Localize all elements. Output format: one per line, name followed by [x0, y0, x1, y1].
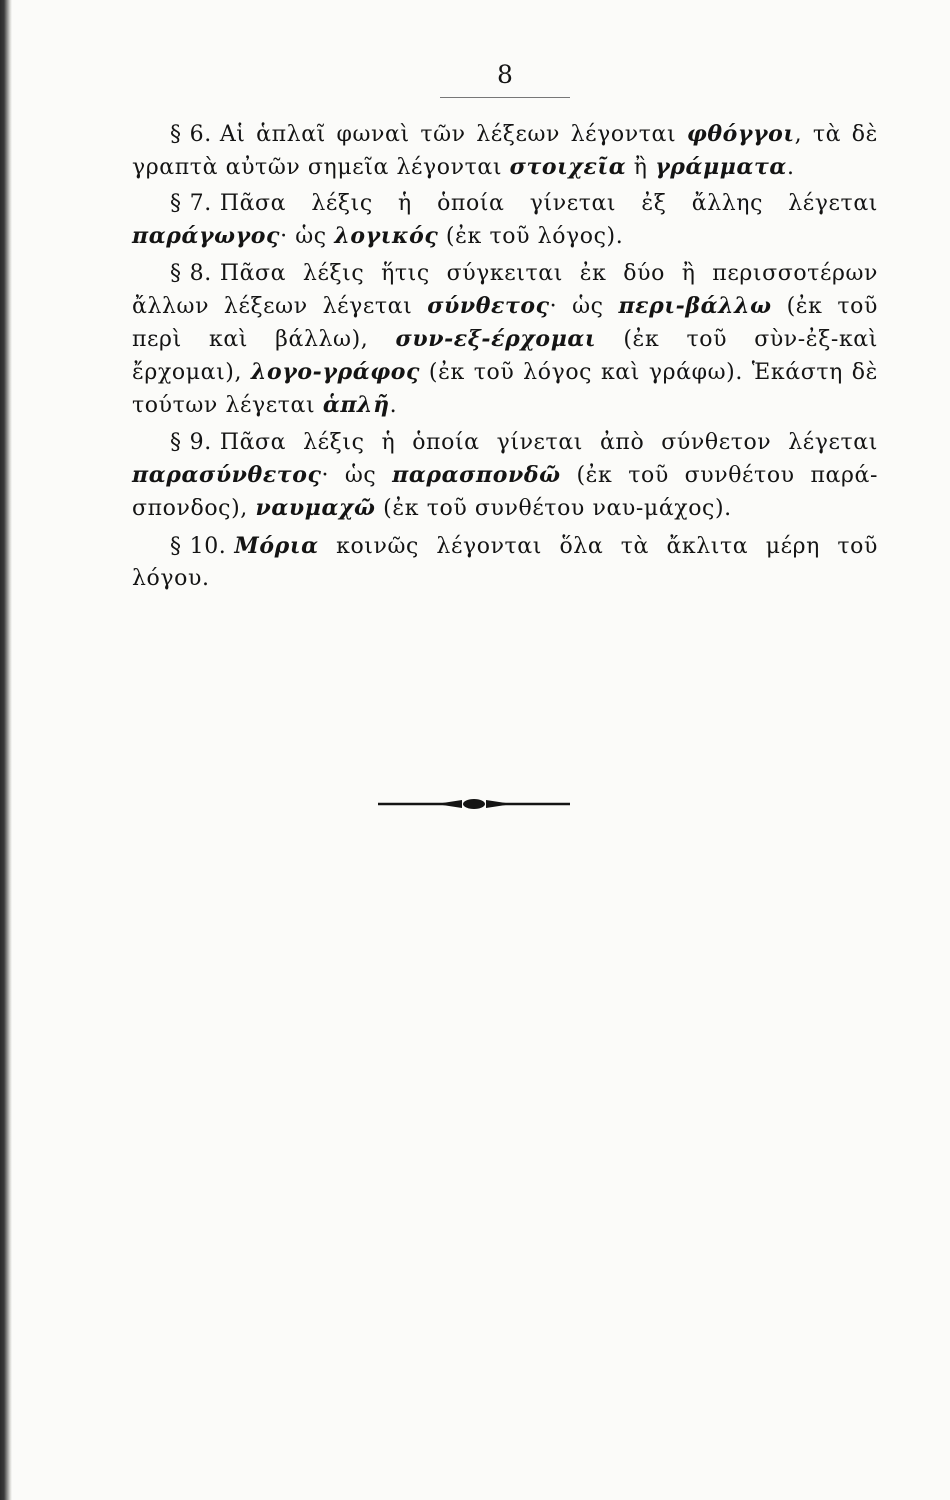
- end-ornament: [376, 797, 572, 811]
- page-binding-edge: [0, 0, 12, 1500]
- page-number-rule: [440, 97, 570, 98]
- section-number: 10.: [189, 534, 227, 559]
- paragraph-text: .: [786, 155, 795, 180]
- paragraph-text: κοινῶς λέγονται ὅλα τὰ ἄκλιτα μέρη τοῦ λόγου.: [132, 534, 878, 591]
- paragraph-text: Πᾶσα λέξις ἡ ὁποία γίνεται ἀπὸ σύνθετον λέγεται: [219, 430, 878, 455]
- section-number: 8.: [189, 261, 212, 286]
- term-naumacho: ναυμαχῶ: [255, 495, 376, 521]
- term-paragogos: παράγωγος: [132, 223, 281, 249]
- paragraph-10: [132, 530, 878, 595]
- paragraph-text: Πᾶσα λέξις ἡ ὁποία γίνεται ἐξ ἄλλης λέγεται: [219, 191, 878, 216]
- paragraph-text: (ἐκ τοῦ λόγος καὶ γράφω). Ἑκάστη δὲ τούτων λέγεται: [132, 360, 878, 418]
- paragraph-7: [132, 188, 878, 253]
- term-grammata: γράμματα: [655, 154, 787, 180]
- term-logikos: λογικός: [334, 223, 439, 249]
- term-syn-ex-erchomai: συν-εξ-έρχομαι: [395, 326, 597, 352]
- term-parasynthetos: παρασύνθετος: [132, 462, 322, 488]
- section-number: 6.: [189, 122, 212, 147]
- section-mark: §: [170, 534, 182, 559]
- term-stoicheia: στοιχεῖα: [509, 154, 627, 180]
- paragraph-text: (ἐκ τοῦ συνθέτου ναυ-μάχος).: [375, 496, 732, 521]
- paragraph-text: · ὡς: [321, 463, 393, 488]
- section-mark: §: [170, 430, 182, 455]
- term-synthetos: σύνθετος: [427, 293, 550, 319]
- paragraph-text: · ὡς: [549, 294, 619, 319]
- section-mark: §: [170, 261, 182, 286]
- term-paraspondo: παρασπονδῶ: [392, 462, 561, 488]
- paragraph-text: , τὰ δὲ γραπτὰ αὐτῶν σημεῖα λέγονται: [132, 122, 878, 180]
- body-text: [132, 118, 878, 600]
- paragraph-text: Αἱ ἁπλαῖ φωναὶ τῶν λέξεων λέγονται: [219, 122, 687, 147]
- paragraph-text: .: [389, 393, 398, 418]
- section-mark: §: [170, 191, 182, 216]
- paragraph-6: [132, 118, 878, 184]
- paragraph-text: (ἐκ τοῦ λόγος).: [438, 224, 624, 249]
- paragraph-text: (ἐκ τοῦ σὺν-ἐξ-καὶ ἔρχομαι),: [132, 327, 878, 385]
- paragraph-text: ἢ: [626, 155, 656, 180]
- term-apli: ἁπλῆ: [322, 392, 390, 418]
- section-number: 9.: [189, 430, 212, 455]
- paragraph-text: Πᾶσα λέξις ἥτις σύγκειται ἐκ δύο ἢ περισσοτέρων ἄλλων λέξεων λέγεται: [132, 261, 878, 319]
- page-number: 8: [497, 60, 513, 89]
- term-peri-vallo: περι-βάλλω: [618, 293, 772, 319]
- paragraph-text: (ἐκ τοῦ περὶ καὶ βάλλω),: [132, 294, 878, 352]
- paragraph-8: [132, 258, 878, 422]
- term-logo-grafos: λογο-γράφος: [250, 359, 421, 385]
- paragraph-9: [132, 427, 878, 525]
- section-number: 7.: [189, 191, 212, 216]
- term-moria: Μόρια: [234, 533, 319, 559]
- paragraph-text: · ὡς: [280, 224, 335, 249]
- term-phthongoi: φθόγγοι: [686, 121, 795, 147]
- paragraph-text: (ἐκ τοῦ συνθέτου παρά-σπονδος),: [132, 463, 878, 521]
- section-mark: §: [170, 122, 182, 147]
